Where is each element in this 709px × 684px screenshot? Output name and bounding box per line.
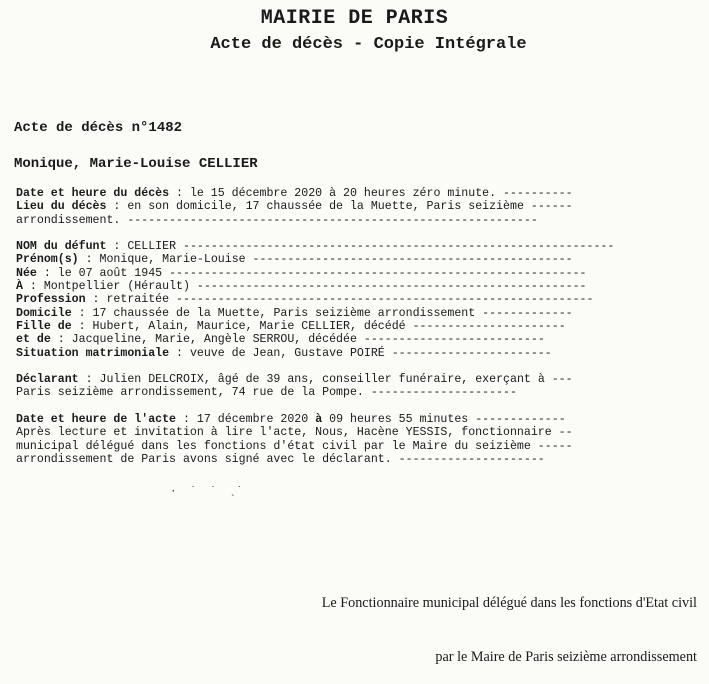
field-label: et de xyxy=(16,333,51,347)
acte-details xyxy=(16,187,614,466)
signature-line-2: par le Maire de Paris seizième arrondissement xyxy=(435,649,697,665)
field-label: Déclarant xyxy=(16,373,79,387)
field-separator: : xyxy=(169,187,190,200)
detail-line xyxy=(16,333,614,346)
field-value: Paris seizième arrondissement, 74 rue de la Pompe. --------------------- xyxy=(16,386,517,400)
signature-line-1: Le Fonctionnaire municipal délégué dans les fonctions d'Etat civil xyxy=(321,595,697,611)
document-subtitle: Acte de décès - Copie Intégrale xyxy=(210,35,527,54)
field-label: Date et heure du décès xyxy=(16,187,170,200)
signature-block xyxy=(322,558,697,684)
detail-line xyxy=(16,426,614,439)
field-value: municipal délégué dans les fonctions d'état civil par le Maire du seizième ----- xyxy=(16,439,573,453)
field-label: Profession xyxy=(16,293,86,307)
field-value: Après lecture et invitation à lire l'acte, Nous, Hacène YESSIS, fonctionnaire -- xyxy=(16,426,573,440)
field-label: NOM du défunt xyxy=(16,240,107,254)
field-label: À xyxy=(16,280,23,294)
field-value: Julien DELCROIX, âgé de 39 ans, conseiller funéraire, exerçant à --- xyxy=(99,373,573,387)
field-value: retraitée ------------------------------------------------------------ xyxy=(106,293,594,307)
field-separator: : xyxy=(176,413,197,427)
detail-line xyxy=(16,200,614,213)
field-value: 17 chaussée de la Muette, Paris seizième arrondissement ------------- xyxy=(92,306,573,320)
detail-line xyxy=(16,320,614,333)
field-label: Lieu du décès xyxy=(16,200,107,214)
field-value: arrondissement. ----------------------------------------------------------- xyxy=(16,213,538,227)
detail-line xyxy=(16,413,614,426)
spacer xyxy=(16,227,614,240)
field-separator: : xyxy=(106,200,128,214)
field-separator: : xyxy=(22,280,44,294)
field-label: Domicile xyxy=(16,306,72,320)
detail-line xyxy=(16,280,614,293)
spacer xyxy=(16,360,614,373)
field-separator: : xyxy=(78,373,100,387)
field-value: Monique, Marie-Louise ---------------------------------------------- xyxy=(99,253,573,267)
deceased-name: Monique, Marie-Louise CELLIER xyxy=(14,156,258,172)
field-separator: : xyxy=(169,346,190,360)
detail-line xyxy=(16,373,614,386)
field-value: 17 décembre 2020 à 09 heures 55 minutes ------------- xyxy=(196,413,566,427)
field-value: en son domicile, 17 chaussée de la Muette, Paris seizième ------ xyxy=(127,200,573,214)
field-separator: : xyxy=(50,333,72,347)
field-separator: : xyxy=(85,293,107,307)
field-value: arrondissement de Paris avons signé avec le déclarant. --------------------- xyxy=(16,452,545,466)
detail-line xyxy=(16,440,614,453)
document-title: MAIRIE DE PARIS xyxy=(260,7,449,30)
field-value: le 15 décembre 2020 à 20 heures zéro minute. ---------- xyxy=(189,187,573,200)
field-label: Date et heure de l'acte xyxy=(16,413,177,427)
detail-line xyxy=(16,307,614,320)
field-separator: : xyxy=(78,253,100,267)
detail-line xyxy=(16,347,614,360)
field-label: Née xyxy=(16,266,37,280)
scan-specks: · ˙ ˙ ˎ˙ xyxy=(170,486,243,498)
field-separator: : xyxy=(71,319,93,333)
detail-line xyxy=(16,293,614,306)
detail-line xyxy=(16,214,614,227)
field-value: Hubert, Alain, Maurice, Marie CELLIER, décédé ---------------------- xyxy=(92,319,566,333)
field-value: Montpellier (Hérault) -------------------------------------------------------- xyxy=(43,280,587,294)
field-value: le 07 août 1945 ------------------------------------------------------------ xyxy=(57,266,587,280)
field-value: Jacqueline, Marie, Angèle SERROU, décédée -------------------------- xyxy=(71,333,545,347)
detail-line xyxy=(16,187,614,200)
detail-line xyxy=(16,240,614,253)
detail-line xyxy=(16,453,614,466)
detail-line xyxy=(16,253,614,266)
field-value: CELLIER -------------------------------------------------------------- xyxy=(127,240,615,254)
field-separator: : xyxy=(36,266,58,280)
acte-number: Acte de décès n°1482 xyxy=(14,120,183,136)
spacer xyxy=(16,400,614,413)
field-separator: : xyxy=(71,306,93,320)
field-value: veuve de Jean, Gustave POIRÉ ----------------------- xyxy=(189,346,552,360)
field-label: Prénom(s) xyxy=(16,253,79,267)
field-separator: : xyxy=(106,240,128,254)
detail-line xyxy=(16,386,614,399)
emphasis: à xyxy=(315,413,323,427)
field-label: Situation matrimoniale xyxy=(16,346,170,360)
detail-line xyxy=(16,267,614,280)
field-label: Fille de xyxy=(16,319,72,333)
